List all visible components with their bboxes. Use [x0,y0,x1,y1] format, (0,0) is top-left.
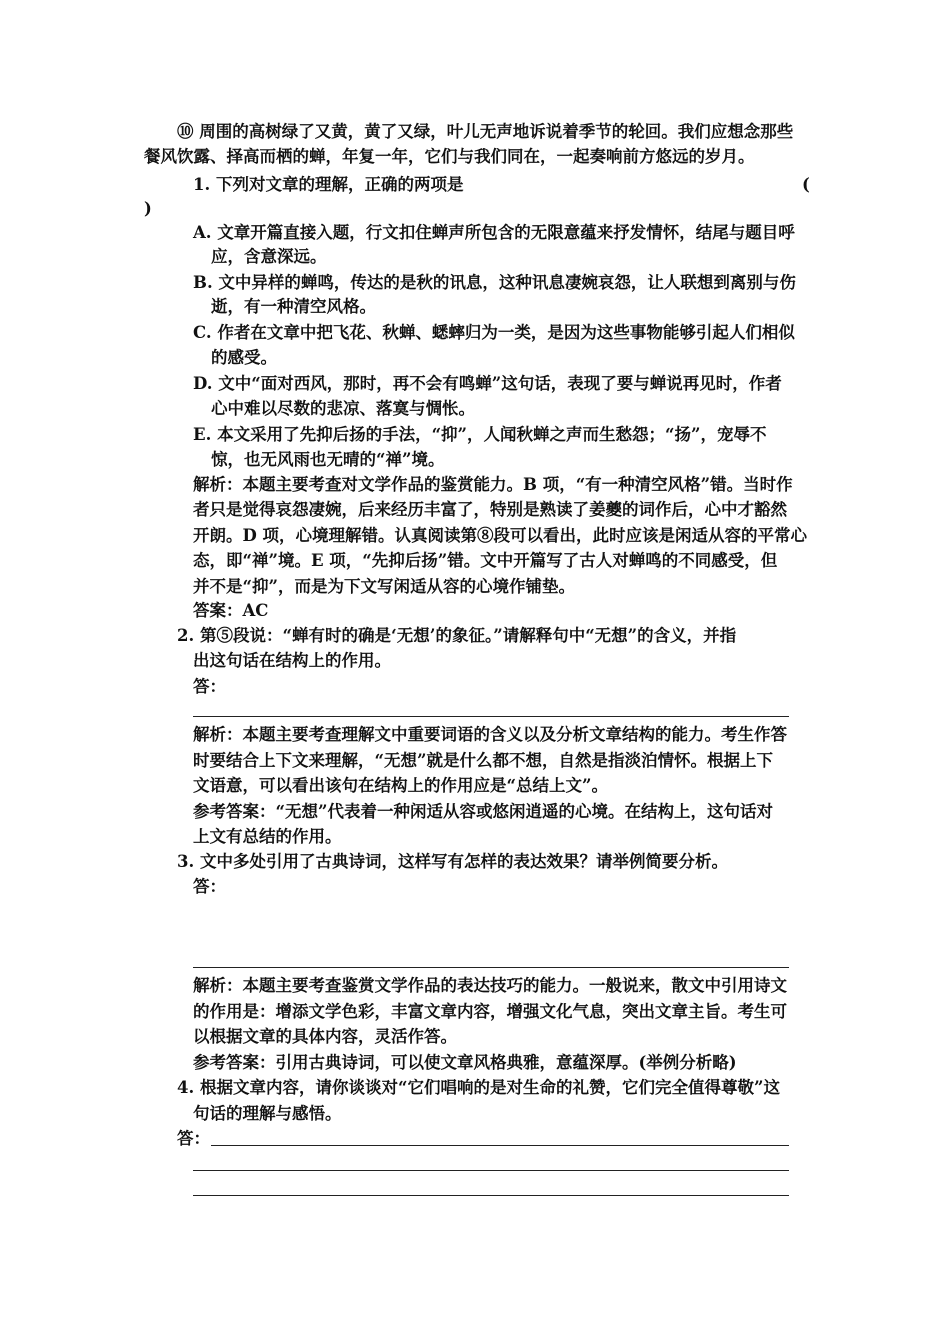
q2-stem-line-2: 出这句话在结构上的作用。 [193,651,391,670]
q2-reference-line-1: 参考答案：“无想”代表着一种闲适从容或悠闲逍遥的心境。在结构上，这句话对 [193,802,773,821]
q3-analysis-line-1: 解析：本题主要考查鉴赏文学作品的表达技巧的能力。一般说来，散文中引用诗文 [193,976,787,995]
q1-paren-close: ) [144,199,152,218]
q1-option-c-line-2: 的感受。 [211,348,277,367]
q3-stem: 3. 文中多处引用了古典诗词，这样写有怎样的表达效果？请举例简要分析。 [177,852,728,871]
q3-analysis-line-2: 的作用是：增添文学色彩，丰富文章内容，增强文化气息，突出文章主旨。考生可 [193,1002,787,1021]
q2-analysis-line-3: 文语意，可以看出该句在结构上的作用应是“总结上文”。 [193,776,608,795]
q4-stem-line-2: 句话的理解与感悟。 [193,1104,342,1123]
q4-answer-line-3[interactable] [193,1195,789,1196]
q2-stem-line-1: 2. 第⑤段说：“蝉有时的确是‘无想’的象征。”请解释句中“无想”的含义，并指 [177,626,737,645]
q1-analysis-line-2: 者只是觉得哀怨凄婉，后来经历丰富了，特别是熟读了姜夔的词作后，心中才豁然 [193,500,787,519]
q4-answer-label: 答： [177,1129,210,1148]
q1-stem: 1. 下列对文章的理解，正确的两项是 [193,175,464,194]
q1-option-d-line-2: 心中难以尽数的悲凉、落寞与惆怅。 [211,399,475,418]
q3-answer-label: 答： [193,877,226,896]
q4-stem-line-1: 4. 根据文章内容，请你谈谈对“它们唱响的是对生命的礼赞，它们完全值得尊敬”这 [177,1078,780,1097]
q4-answer-line-2[interactable] [193,1170,789,1171]
q1-answer: 答案：AC [193,601,269,620]
q3-answer-line[interactable] [193,967,789,968]
q2-answer-line[interactable] [193,716,789,717]
q1-option-c-line-1: C. 作者在文章中把飞花、秋蝉、蟋蟀归为一类，是因为这些事物能够引起人们相似 [193,323,795,342]
q1-option-b-line-1: B. 文中异样的蝉鸣，传达的是秋的讯息，这种讯息凄婉哀怨，让人联想到离别与伤 [193,273,796,292]
q1-option-d-line-1: D. 文中“面对西风，那时，再不会有鸣蝉”这句话，表现了要与蝉说再见时，作者 [193,374,782,393]
q1-option-a-line-2: 应，含意深远。 [211,247,327,266]
q1-paren-open: ( [802,175,810,194]
q3-reference: 参考答案：引用古典诗词，可以使文章风格典雅，意蕴深厚。(举例分析略) [193,1053,737,1072]
passage-paragraph-10-line-1: ⑩ 周围的高树绿了又黄，黄了又绿，叶儿无声地诉说着季节的轮回。我们应想念那些 [177,122,794,141]
q1-analysis-line-5: 并不是“抑”，而是为下文写闲适从容的心境作铺垫。 [193,577,575,596]
q1-analysis-line-4: 态，即“禅”境。E 项，“先抑后扬”错。文中开篇写了古人对蝉鸣的不同感受，但 [193,551,778,570]
q4-answer-line-1[interactable] [211,1145,789,1146]
q2-reference-line-2: 上文有总结的作用。 [193,827,342,846]
q1-analysis-line-3: 开朗。D 项，心境理解错。认真阅读第⑧段可以看出，此时应该是闲适从容的平常心 [193,526,808,545]
q1-option-e-line-2: 惊，也无风雨也无晴的“禅”境。 [211,450,445,469]
q2-analysis-line-2: 时要结合上下文来理解，“无想”就是什么都不想，自然是指淡泊情怀。根据上下 [193,751,773,770]
q1-option-a-line-1: A. 文章开篇直接入题，行文扣住蝉声所包含的无限意蕴来抒发情怀，结尾与题目呼 [193,223,795,242]
q2-answer-label: 答： [193,677,226,696]
q1-analysis-line-1: 解析：本题主要考查对文学作品的鉴赏能力。B 项，“有一种清空风格”错。当时作 [193,475,793,494]
q2-analysis-line-1: 解析：本题主要考查理解文中重要词语的含义以及分析文章结构的能力。考生作答 [193,725,787,744]
q1-option-b-line-2: 逝，有一种清空风格。 [211,297,376,316]
passage-paragraph-10-line-2: 餐风饮露、择高而栖的蝉，年复一年，它们与我们同在，一起奏响前方悠远的岁月。 [144,147,755,166]
q1-option-e-line-1: E. 本文采用了先抑后扬的手法，“抑”，人闻秋蝉之声而生愁怨；“扬”，宠辱不 [193,425,767,444]
q3-analysis-line-3: 以根据文章的具体内容，灵活作答。 [193,1027,457,1046]
